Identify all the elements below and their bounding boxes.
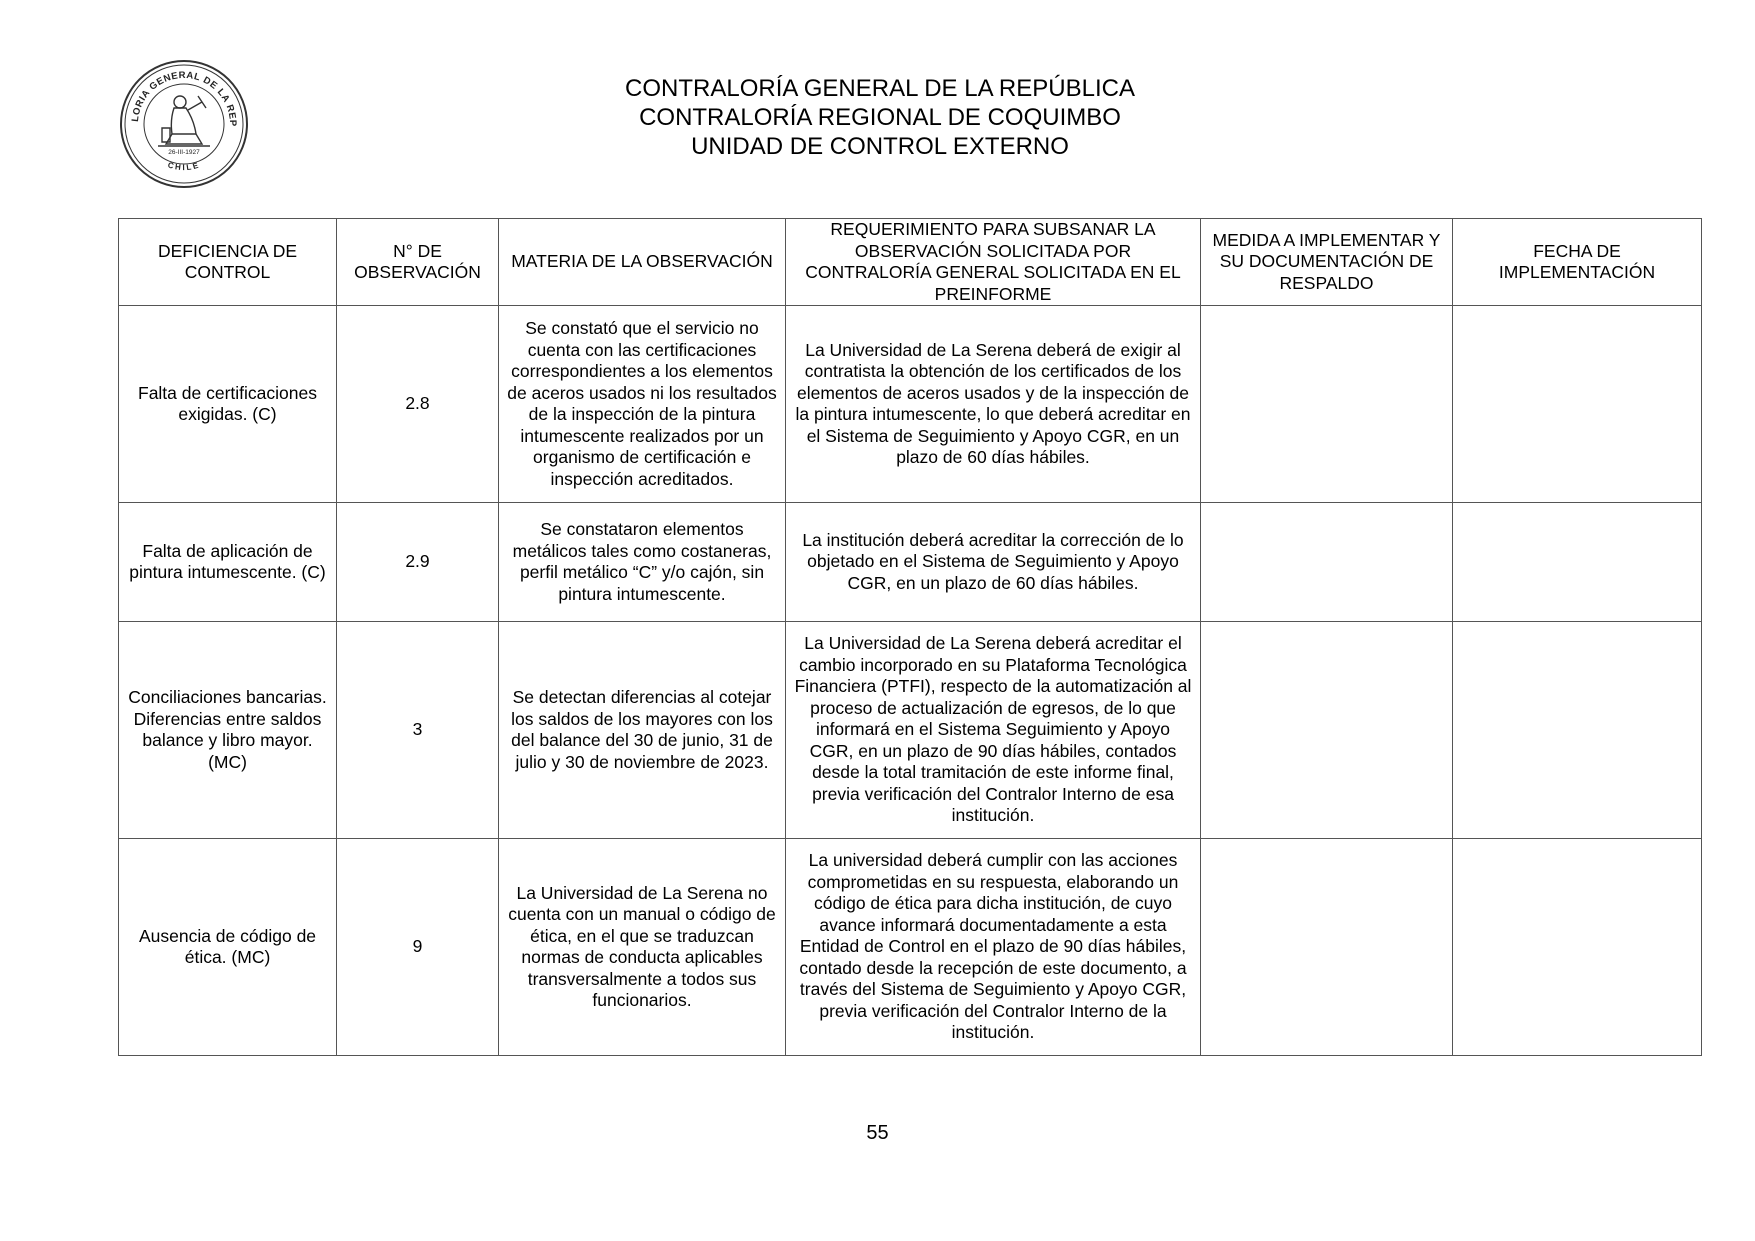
control-deficiencies-table — [118, 218, 1702, 1056]
cell-requerimiento: La universidad deberá cumplir con las acciones comprometidas en su respuesta, elaborando un código de ética para dicha institución, de cuyo avance informará documentadamente a esta Entidad de Control en el plazo de 90 días hábiles, contado desde la recepción de este documento, a través del Sistema de Seguimiento y Apoyo CGR, previa verificación del Contralor Interno de la institución. — [786, 839, 1201, 1056]
table-row — [119, 503, 1702, 622]
cell-medida — [1201, 503, 1453, 622]
column-header-fecha: FECHA DE IMPLEMENTACIÓN — [1453, 219, 1702, 306]
contraloria-seal-logo — [118, 58, 250, 190]
cell-medida — [1201, 306, 1453, 503]
cell-medida — [1201, 622, 1453, 839]
column-header-numero: N° DE OBSERVACIÓN — [337, 219, 499, 306]
cell-deficiencia: Ausencia de código de ética. (MC) — [119, 839, 337, 1056]
cell-requerimiento: La Universidad de La Serena deberá de exigir al contratista la obtención de los certificados de los elementos de aceros usados y de la inspección de la pintura intumescente, lo que deberá acreditar en el Sistema de Seguimiento y Apoyo CGR, en un plazo de 60 días hábiles. — [786, 306, 1201, 503]
cell-numero: 3 — [337, 622, 499, 839]
table-row — [119, 622, 1702, 839]
cell-materia: Se constataron elementos metálicos tales como costaneras, perfil metálico “C” y/o cajón, sin pintura intumescente. — [499, 503, 786, 622]
cell-deficiencia: Conciliaciones bancarias. Diferencias entre saldos balance y libro mayor. (MC) — [119, 622, 337, 839]
page-number: 55 — [866, 1122, 889, 1144]
cell-requerimiento: La Universidad de La Serena deberá acreditar el cambio incorporado en su Plataforma Tecnológica Financiera (PTFI), respecto de la automatización al proceso de actualización de egresos, de lo que informará en el Sistema Seguimiento y Apoyo CGR, en un plazo de 90 días hábiles, contados desde la total tramitación de este informe final, previa verificación del Contralor Interno de esa institución. — [786, 622, 1201, 839]
cell-deficiencia: Falta de certificaciones exigidas. (C) — [119, 306, 337, 503]
header-title-line: CONTRALORÍA GENERAL DE LA REPÚBLICA — [625, 75, 1135, 102]
svg-text:CHILE: CHILE — [166, 160, 202, 173]
header-subtitle-line: CONTRALORÍA REGIONAL DE COQUIMBO — [639, 104, 1121, 131]
column-header-deficiencia: DEFICIENCIA DE CONTROL — [119, 219, 337, 306]
cell-requerimiento: La institución deberá acreditar la corrección de lo objetado en el Sistema de Seguimiento y Apoyo CGR, en un plazo de 60 días hábiles. — [786, 503, 1201, 622]
header-unit-line: UNIDAD DE CONTROL EXTERNO — [691, 133, 1069, 160]
table-row — [119, 306, 1702, 503]
column-header-medida: MEDIDA A IMPLEMENTAR Y SU DOCUMENTACIÓN DE RESPALDO — [1201, 219, 1453, 306]
cell-fecha — [1453, 622, 1702, 839]
svg-text:26-III-1927: 26-III-1927 — [168, 149, 200, 156]
cell-materia: La Universidad de La Serena no cuenta con un manual o código de ética, en el que se traduzcan normas de conducta aplicables transversalmente a todos sus funcionarios. — [499, 839, 786, 1056]
cell-deficiencia: Falta de aplicación de pintura intumescente. (C) — [119, 503, 337, 622]
cell-numero: 9 — [337, 839, 499, 1056]
cell-fecha — [1453, 503, 1702, 622]
cell-fecha — [1453, 839, 1702, 1056]
table-row — [119, 839, 1702, 1056]
table-header-row — [119, 219, 1702, 306]
cell-fecha — [1453, 306, 1702, 503]
column-header-requerimiento: REQUERIMIENTO PARA SUBSANAR LA OBSERVACIÓN SOLICITADA POR CONTRALORÍA GENERAL SOLICITADA EN EL PREINFORME — [786, 219, 1201, 306]
cell-materia: Se detectan diferencias al cotejar los saldos de los mayores con los del balance del 30 de junio, 31 de julio y 30 de noviembre de 2023. — [499, 622, 786, 839]
cell-numero: 2.8 — [337, 306, 499, 503]
cell-materia: Se constató que el servicio no cuenta con las certificaciones correspondientes a los elementos de aceros usados ni los resultados de la inspección de la pintura intumescente realizados por un organismo de certificación e inspección acreditados. — [499, 306, 786, 503]
column-header-materia: MATERIA DE LA OBSERVACIÓN — [499, 219, 786, 306]
svg-text:CONTRALORIA GENERAL DE LA REPU: LORIA GENERAL DE LA REP — [129, 69, 239, 127]
cell-numero: 2.9 — [337, 503, 499, 622]
cell-medida — [1201, 839, 1453, 1056]
